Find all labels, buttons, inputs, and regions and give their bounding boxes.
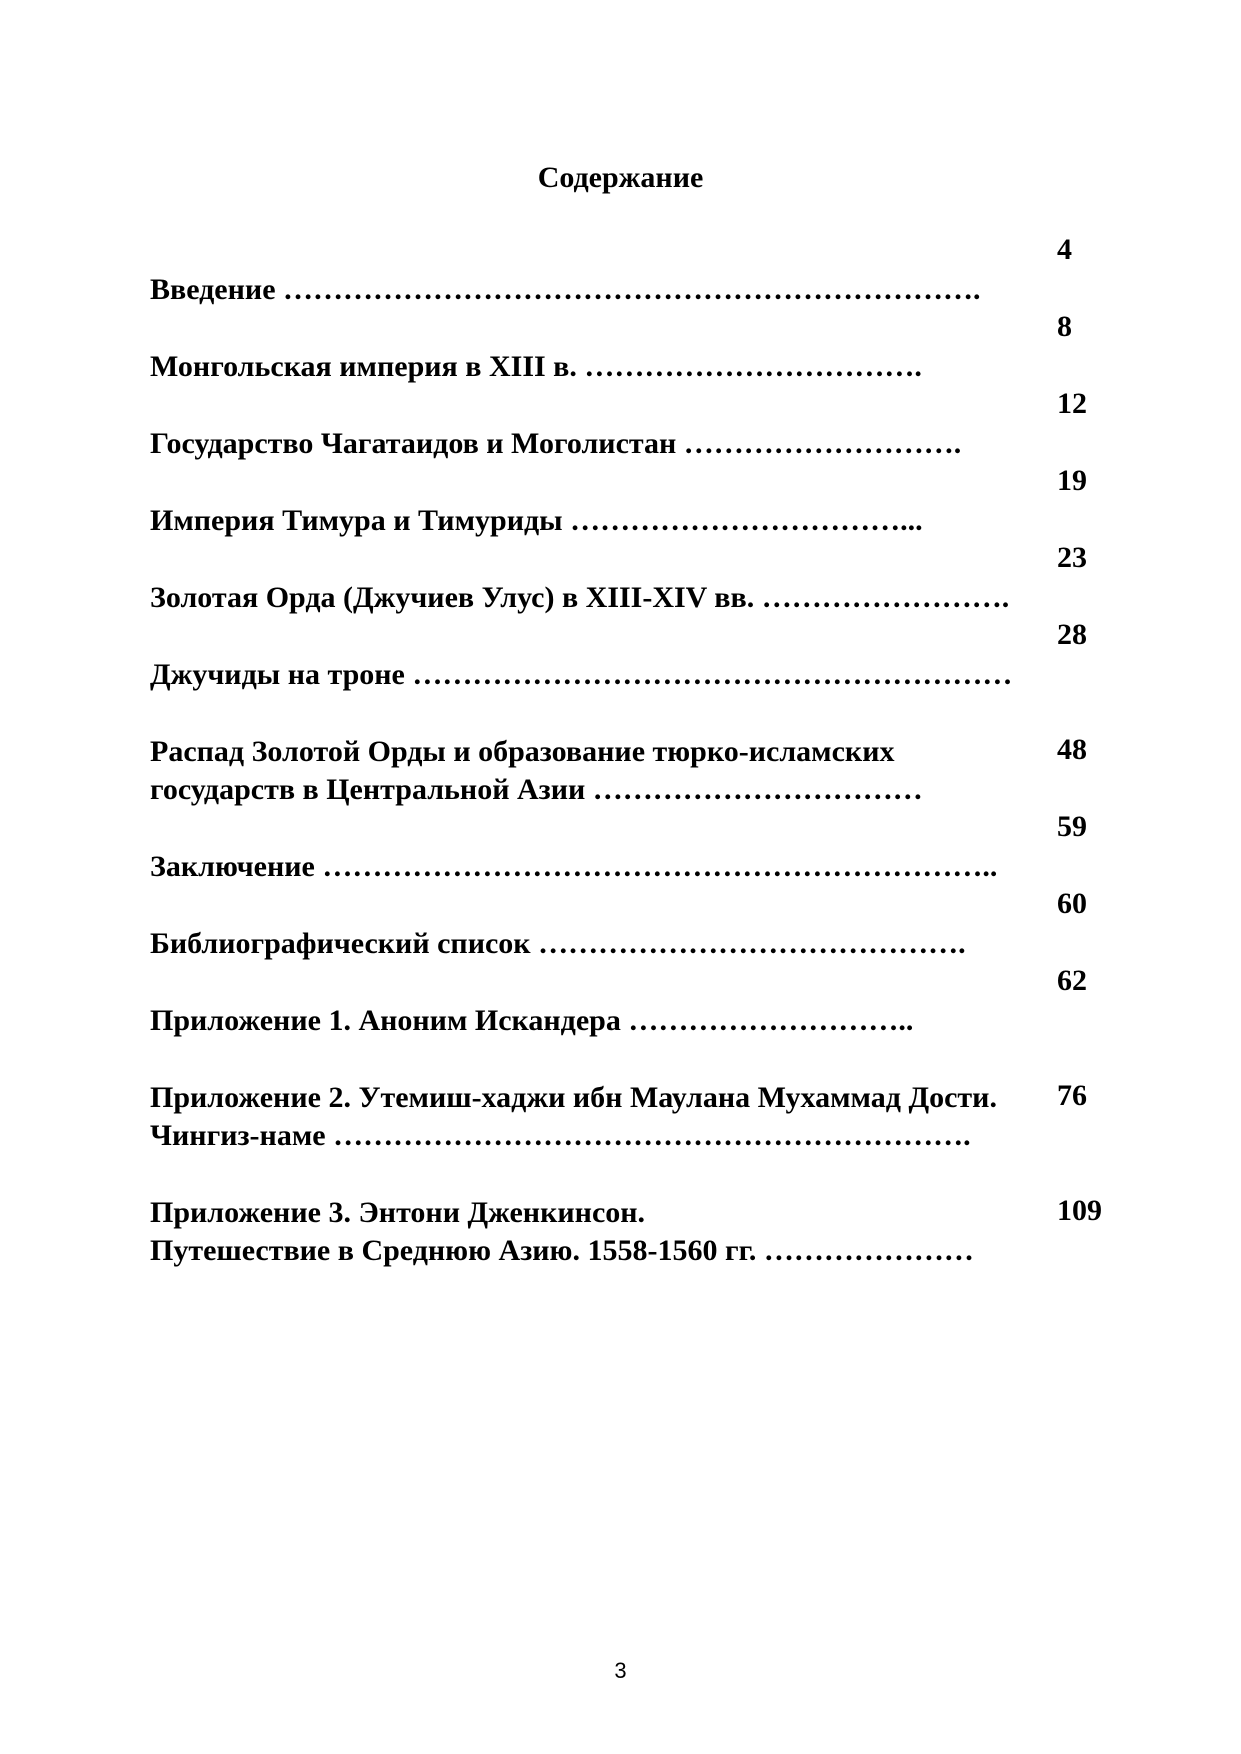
toc-page-number: 4	[1057, 233, 1072, 266]
toc-entry-text: Введение …………………………………………………………….	[150, 273, 981, 306]
toc-entry-text: Монгольская империя в XIII в. …………………………….	[150, 350, 922, 383]
toc-entry-text: Заключение …………………………………………………………..	[150, 850, 998, 883]
toc-entry-text: Путешествие в Среднюю Азию. 1558-1560 гг. …………………	[150, 1234, 974, 1267]
toc-entry-text: Приложение 3. Энтони Дженкинсон.	[150, 1196, 646, 1229]
toc-entry-appendix-3-cont	[120, 1191, 974, 1311]
toc-page-number: 59	[1057, 810, 1087, 843]
toc-page-number: 109	[1057, 1194, 1102, 1227]
page-title: Содержание	[537, 161, 704, 194]
toc-page-number: 76	[1057, 1079, 1087, 1112]
toc-entry-text: Золотая Орда (Джучиев Улус) в XIII-XIV вв. …………………….	[150, 581, 1010, 614]
toc-page-number: 19	[1057, 464, 1087, 497]
toc-entry-text: государств в Центральной Азии ……………………………	[150, 773, 923, 806]
page-number: 3	[614, 1658, 627, 1683]
toc-entry-text: Джучиды на троне ……………………………………………………	[150, 658, 1013, 691]
toc-page-number: 62	[1057, 964, 1087, 997]
toc-page-number: 28	[1057, 618, 1087, 651]
toc-page-number: 60	[1057, 887, 1087, 920]
toc-entry-text: Приложение 2. Утемиш-хаджи ибн Маулана Мухаммад Дости.	[150, 1081, 997, 1114]
toc-entry-text: Империя Тимура и Тимуриды ……………………………...	[150, 504, 923, 537]
toc-entry-text: Государство Чагатаидов и Моголистан ……………………….	[150, 427, 962, 460]
toc-page-number: 8	[1057, 310, 1072, 343]
toc-entry-text: Чингиз-наме ……………………………………………………….	[150, 1119, 971, 1152]
toc-page-number: 23	[1057, 541, 1087, 574]
toc-page-number: 12	[1057, 387, 1087, 420]
toc-entry-text: Распад Золотой Орды и образование тюрко-исламских	[150, 735, 895, 768]
toc-entry-text: Библиографический список …………………………………….	[150, 927, 966, 960]
toc-entry-text: Приложение 1. Аноним Искандера ………………………..	[150, 1004, 914, 1037]
toc-page-number: 48	[1057, 733, 1087, 766]
